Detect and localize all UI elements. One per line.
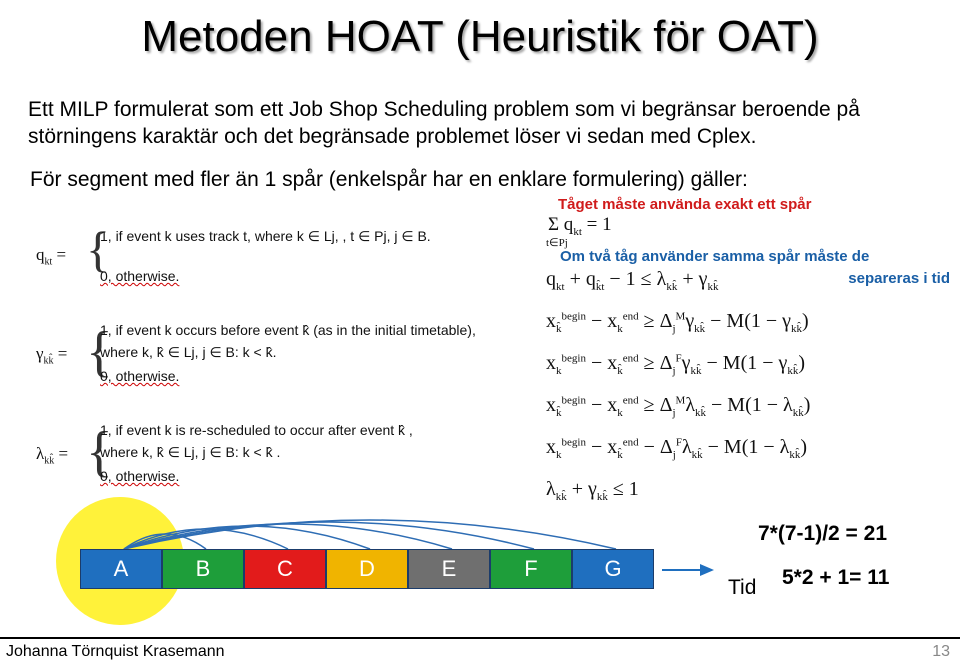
note-same-track-1: Om två tåg använder samma spår måste de [560, 248, 870, 265]
gamma-line-1: 1, if event k occurs before event k̂ (as in the initial timetable), [100, 322, 476, 338]
note-same-track-2: separeras i tid [848, 270, 950, 287]
gamma-line-3: 0, otherwise. [100, 368, 180, 384]
eq-sum-track: Σ $q_{kt} = 1$ [548, 214, 612, 238]
segment-row [80, 549, 654, 589]
calc-pairs: 7*(7-1)/2 = 21 [758, 522, 887, 545]
segment-c: C [244, 549, 326, 589]
footer-author: Johanna Törnquist Krasemann [6, 643, 225, 660]
eq-c2: $x_k^{begin} - x_{k̂}^{end} \ge \Delta_j^F\gamma_{kk̂} - M(1 - \gamma_{kk̂})$ [546, 352, 806, 377]
eq-c3: $x_{k̂}^{begin} - x_k^{end} \ge \Delta_j^M\lambda_{kk̂} - M(1 - \lambda_{kk̂})$ [546, 394, 811, 419]
q-line-1: 1, if event k uses track t, where k ∈ Lj, , t ∈ Pj, j ∈ B. [100, 228, 431, 244]
eq-c4: $x_k^{begin} - x_{k̂}^{end} - \Delta_j^F\lambda_{kk̂} - M(1 - \lambda_{kk̂})$ [546, 436, 808, 461]
segment-a: A [80, 549, 162, 589]
calc-total: 5*2 + 1= 11 [782, 566, 890, 589]
gamma-symbol: $\gamma_{kk̂}$ = [36, 344, 68, 367]
page-number: 13 [932, 643, 950, 660]
calc-tid: Tid [728, 576, 757, 599]
slide-title: Metoden HOAT (Heuristik för OAT) [141, 12, 819, 61]
q-line-2: 0, otherwise. [100, 268, 180, 284]
gamma-line-2: where k, k̂ ∈ Lj, j ∈ B: k < k̂. [100, 344, 277, 360]
note-one-track: Tåget måste använda exakt ett spår [558, 196, 812, 213]
arc-a-g [124, 520, 616, 549]
eq-same-track: $q_{kt} + q_{k̂t} - 1 \le \lambda_{kk̂} + \gamma_{kk̂}$ [546, 268, 719, 293]
segment-d: D [326, 549, 408, 589]
q-symbol: $q_{kt}$ = [36, 245, 67, 268]
q-brace: { [86, 221, 110, 277]
segment-b: B [162, 549, 244, 589]
segment-g: G [572, 549, 654, 589]
lambda-line-1: 1, if event k is re-scheduled to occur after event k̂ , [100, 422, 413, 438]
lambda-line-3: 0, otherwise. [100, 468, 180, 484]
segment-e: E [408, 549, 490, 589]
lambda-line-2: where k, k̂ ∈ Lj, j ∈ B: k < k̂ . [100, 444, 281, 460]
definition-lambda [30, 418, 530, 488]
gamma-brace: { [86, 321, 113, 383]
eq-c5: $\lambda_{kk̂} + \gamma_{kk̂} \le 1$ [546, 478, 639, 503]
eq-sum-under: t∈Pj [546, 237, 568, 249]
lambda-brace: { [86, 421, 113, 483]
lambda-symbol: $\lambda_{kk̂}$ = [36, 444, 69, 467]
intro-text: Ett MILP formulerat som ett Job Shop Scheduling problem som vi begränsar beroende på störningens karaktär och det begränsade problemet löser vi sedan med Cplex. [28, 98, 860, 148]
segment-rule-text: För segment med fler än 1 spår (enkelspår har en enklare formulering) gäller: [30, 168, 748, 191]
footer-divider [0, 637, 960, 639]
segment-f: F [490, 549, 572, 589]
pair-arcs [124, 520, 616, 549]
definition-gamma [30, 318, 530, 388]
time-axis-arrow [700, 564, 714, 576]
eq-c1: $x_{k̂}^{begin} - x_k^{end} \ge \Delta_j^M\gamma_{kk̂} - M(1 - \gamma_{kk̂})$ [546, 310, 809, 335]
definition-q [30, 220, 510, 290]
